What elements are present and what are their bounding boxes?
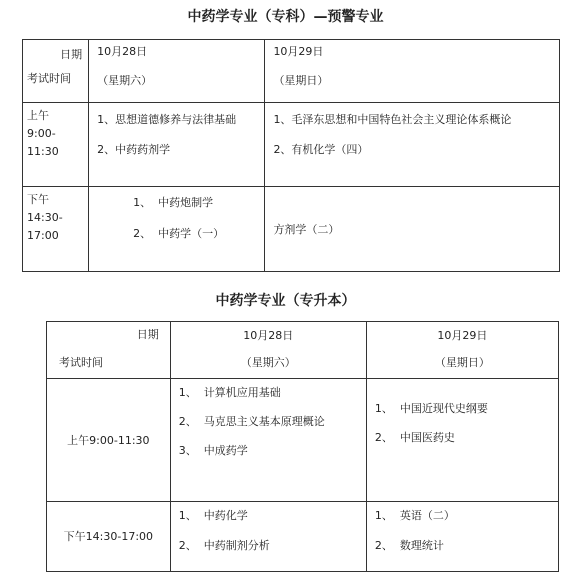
corner-cell (23, 40, 89, 103)
day2-header (265, 40, 560, 103)
list-item: 1、 中药化学 (178, 509, 248, 522)
morning-day1-subjects (89, 103, 265, 187)
corner-date-label: 日期 (60, 48, 83, 61)
afternoon-time-cell (23, 187, 89, 272)
list-item: 2、有机化学（四） (273, 143, 369, 156)
morning-label: 上午 (27, 109, 49, 122)
day2-date: 10月29日 (273, 45, 324, 58)
afternoon-day1-subjects (89, 187, 265, 272)
afternoon-time-cell (47, 502, 171, 572)
list-item: 1、 中国近现代史纲要 (374, 402, 488, 415)
morning-time-cell (47, 379, 171, 502)
afternoon-time-start: 14:30- (27, 211, 63, 224)
afternoon-label: 下午 (27, 193, 49, 206)
morning-time-end: 11:30 (27, 145, 59, 158)
list-item: 方剂学（二） (273, 222, 340, 236)
afternoon-day2-subjects (265, 187, 560, 272)
list-item: 1、毛泽东思想和中国特色社会主义理论体系概论 (273, 113, 512, 126)
afternoon-day1-subjects (170, 502, 366, 572)
morning-time-start: 9:00- (27, 127, 56, 140)
list-item: 2、 数理统计 (374, 539, 444, 552)
day1-header (170, 322, 366, 379)
table-row-morning (47, 379, 559, 502)
exam-schedule-table-upgrade (46, 321, 559, 572)
day1-date: 10月28日 (97, 45, 148, 58)
day2-date: 10月29日 (437, 329, 488, 342)
corner-cell (47, 322, 171, 379)
morning-day1-subjects (170, 379, 366, 502)
list-item: 1、 计算机应用基础 (178, 386, 281, 399)
day2-header (366, 322, 558, 379)
list-item: 2、中药药剂学 (97, 143, 171, 156)
day1-date: 10月28日 (243, 329, 294, 342)
table-row-afternoon (47, 502, 559, 572)
day1-header (89, 40, 265, 103)
list-item: 1、 中药炮制学 (133, 196, 214, 209)
table1-title: 中药学专业（专科）—预警专业 (187, 9, 384, 25)
corner-time-label: 考试时间 (27, 72, 71, 85)
morning-time-cell (23, 103, 89, 187)
afternoon-label: 下午14:30-17:00 (63, 530, 154, 543)
list-item: 2、 马克思主义基本原理概论 (178, 415, 325, 428)
list-item: 2、 中国医药史 (374, 431, 455, 444)
day2-weekday: （星期日） (434, 356, 490, 369)
morning-label: 上午9:00-11:30 (67, 433, 150, 447)
list-item: 2、 中药制剂分析 (178, 539, 270, 552)
table-header-row (47, 322, 559, 379)
list-item: 3、 中成药学 (178, 444, 248, 457)
morning-day2-subjects (265, 103, 560, 187)
list-item: 1、思想道德修养与法律基础 (97, 113, 237, 126)
table-row-afternoon (23, 187, 560, 272)
exam-schedule-table-diploma (22, 39, 560, 272)
morning-day2-subjects (366, 379, 558, 502)
list-item: 1、 英语（二） (374, 509, 455, 522)
table-header-row (23, 40, 560, 103)
afternoon-time-end: 17:00 (27, 229, 59, 242)
day2-weekday: （星期日） (273, 74, 329, 87)
corner-date-label: 日期 (136, 328, 159, 341)
corner-time-label: 考试时间 (59, 356, 103, 369)
afternoon-day2-subjects (366, 502, 558, 572)
table2-title: 中药学专业（专升本） (215, 293, 356, 309)
day1-weekday: （星期六） (240, 356, 296, 369)
list-item: 2、 中药学（一） (133, 227, 225, 240)
day1-weekday: （星期六） (97, 74, 153, 87)
table-row-morning (23, 103, 560, 187)
